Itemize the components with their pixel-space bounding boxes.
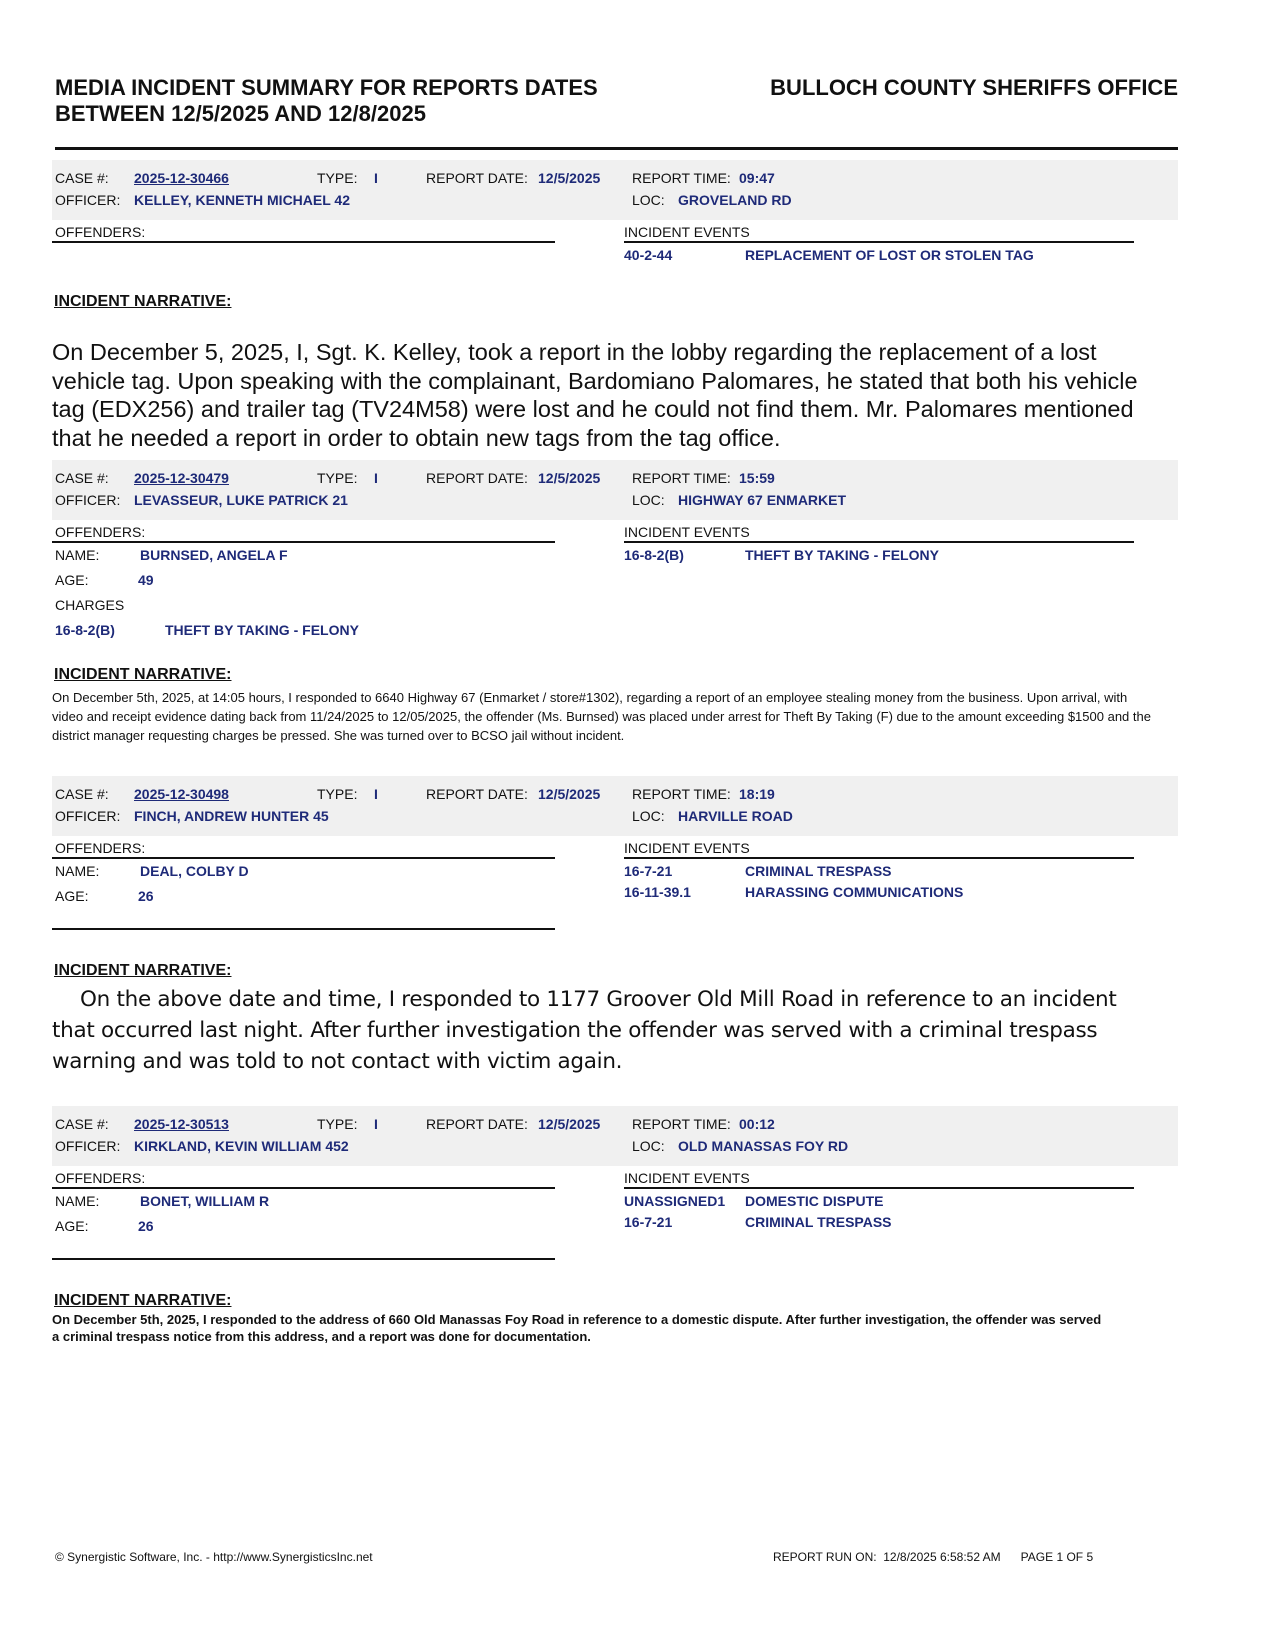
event-description: REPLACEMENT OF LOST OR STOLEN TAG <box>745 247 1034 263</box>
type-label: TYPE: <box>317 170 358 186</box>
offender-name-label: NAME: <box>55 863 100 879</box>
offender-name-value: BURNSED, ANGELA F <box>140 547 288 563</box>
report-time-label: REPORT TIME: <box>632 786 731 802</box>
offenders-label: OFFENDERS: <box>55 524 146 540</box>
type-label: TYPE: <box>317 470 358 486</box>
report-time-value: 15:59 <box>739 470 775 486</box>
case-number-label: CASE #: <box>55 786 109 802</box>
narrative-title: INCIDENT NARRATIVE: <box>54 962 232 979</box>
incident-events-label: INCIDENT EVENTS <box>624 524 750 540</box>
case-info-band <box>52 160 1178 220</box>
incident-events-divider <box>624 857 1134 859</box>
location-label: LOC: <box>632 1138 665 1154</box>
location-value: HARVILLE ROAD <box>678 808 793 824</box>
officer-value: KIRKLAND, KEVIN WILLIAM 452 <box>134 1138 349 1154</box>
case-number-link[interactable]: 2025-12-30479 <box>134 470 229 486</box>
type-label: TYPE: <box>317 1116 358 1132</box>
case-number-label: CASE #: <box>55 470 109 486</box>
location-value: GROVELAND RD <box>678 192 792 208</box>
report-time-label: REPORT TIME: <box>632 470 731 486</box>
case-number-link[interactable]: 2025-12-30498 <box>134 786 229 802</box>
report-date-label: REPORT DATE: <box>426 1116 528 1132</box>
narrative-text: On the above date and time, I responded to 1177 Groover Old Mill Road in reference to an incident that occurred last night. After further investigation the offender was served with a criminal trespass warning and was told to not contact with victim again. <box>52 987 1117 1074</box>
case-number-label: CASE #: <box>55 1116 109 1132</box>
event-code: 40-2-44 <box>624 247 673 263</box>
event-code: 16-8-2(B) <box>624 547 684 563</box>
narrative-text: On December 5th, 2025, at 14:05 hours, I responded to 6640 Highway 67 (Enmarket / store#1302), regarding a report of an employee stealing money from the business. Upon arrival, with video and receipt evidence dating back from 11/24/2025 to 12/05/2025, the offender (Ms. Burnsed) was placed under arrest for Theft By Taking (F) due to the amount exceeding $1500 and the district manager requesting charges be pressed. She was turned over to BCSO jail without incident. <box>52 690 1151 743</box>
officer-label: OFFICER: <box>55 1138 121 1154</box>
officer-value: KELLEY, KENNETH MICHAEL 42 <box>134 192 350 208</box>
type-label: TYPE: <box>317 786 358 802</box>
event-code: 16-11-39.1 <box>624 884 691 900</box>
offender-name-label: NAME: <box>55 1193 100 1209</box>
header-divider <box>55 147 1178 150</box>
event-description: THEFT BY TAKING - FELONY <box>745 547 939 563</box>
agency-name: BULLOCH COUNTY SHERIFFS OFFICE <box>770 75 1178 100</box>
narrative-title: INCIDENT NARRATIVE: <box>54 1292 232 1309</box>
offenders-divider <box>52 241 555 243</box>
type-value: I <box>374 470 378 486</box>
event-description: HARASSING COMMUNICATIONS <box>745 884 964 900</box>
narrative-text: On December 5, 2025, I, Sgt. K. Kelley, took a report in the lobby regarding the replacement of a lost vehicle tag. Upon speaking with the complainant, Bardomiano Palomares, he stated that both his vehicle tag (EDX256) and trailer tag (TV24M58) were lost and he could not find them. Mr. Palomares mentioned that he needed a report in order to obtain new tags from the tag office. <box>52 339 1138 451</box>
location-value: OLD MANASSAS FOY RD <box>678 1138 849 1154</box>
report-date-value: 12/5/2025 <box>538 786 601 802</box>
report-time-value: 18:19 <box>739 786 775 802</box>
narrative-text: On December 5th, 2025, I responded to the address of 660 Old Manassas Foy Road in reference to a domestic dispute. After further investigation, the offender was served a criminal trespass notice from this address, and a report was done for documentation. <box>52 1312 1102 1344</box>
report-date-value: 12/5/2025 <box>538 1116 601 1132</box>
offenders-divider <box>52 857 555 859</box>
report-date-value: 12/5/2025 <box>538 170 601 186</box>
offender-age-value: 26 <box>138 1218 154 1234</box>
charge-description: THEFT BY TAKING - FELONY <box>165 622 359 638</box>
officer-value: LEVASSEUR, LUKE PATRICK 21 <box>134 492 348 508</box>
offenders-divider <box>52 541 555 543</box>
location-label: LOC: <box>632 808 665 824</box>
offender-age-value: 26 <box>138 888 154 904</box>
report-time-value: 00:12 <box>739 1116 775 1132</box>
offender-age-value: 49 <box>138 572 154 588</box>
case-number-link[interactable]: 2025-12-30466 <box>134 170 229 186</box>
location-label: LOC: <box>632 192 665 208</box>
location-label: LOC: <box>632 492 665 508</box>
case-number-label: CASE #: <box>55 170 109 186</box>
incident-events-divider <box>624 541 1134 543</box>
report-time-label: REPORT TIME: <box>632 170 731 186</box>
type-value: I <box>374 1116 378 1132</box>
offenders-label: OFFENDERS: <box>55 840 146 856</box>
report-date-label: REPORT DATE: <box>426 470 528 486</box>
incident-events-divider <box>624 1187 1134 1189</box>
case-info-band <box>52 460 1178 520</box>
offender-name-value: BONET, WILLIAM R <box>140 1193 270 1209</box>
offenders-label: OFFENDERS: <box>55 1170 146 1186</box>
report-title: MEDIA INCIDENT SUMMARY FOR REPORTS DATES BETWEEN 12/5/2025 AND 12/8/2025 <box>55 75 598 126</box>
officer-value: FINCH, ANDREW HUNTER 45 <box>134 808 329 824</box>
offender-age-label: AGE: <box>55 888 89 904</box>
incident-events-divider <box>624 241 1134 243</box>
case-number-link[interactable]: 2025-12-30513 <box>134 1116 229 1132</box>
report-date-value: 12/5/2025 <box>538 470 601 486</box>
offender-name-label: NAME: <box>55 547 100 563</box>
offenders-end-divider <box>52 928 555 930</box>
report-time-label: REPORT TIME: <box>632 1116 731 1132</box>
event-description: CRIMINAL TRESPASS <box>745 1214 892 1230</box>
event-code: 16-7-21 <box>624 1214 673 1230</box>
charges-label: CHARGES <box>55 597 125 613</box>
event-code: 16-7-21 <box>624 863 673 879</box>
type-value: I <box>374 786 378 802</box>
footer-copyright: © Synergistic Software, Inc. - http://www.SynergisticsInc.net <box>55 1550 373 1564</box>
offender-age-label: AGE: <box>55 572 89 588</box>
report-date-label: REPORT DATE: <box>426 170 528 186</box>
event-description: DOMESTIC DISPUTE <box>745 1193 884 1209</box>
narrative-title: INCIDENT NARRATIVE: <box>54 293 232 310</box>
narrative-title: INCIDENT NARRATIVE: <box>54 666 232 683</box>
case-info-band <box>52 1106 1178 1166</box>
offender-age-label: AGE: <box>55 1218 89 1234</box>
officer-label: OFFICER: <box>55 808 121 824</box>
event-description: CRIMINAL TRESPASS <box>745 863 892 879</box>
incident-events-label: INCIDENT EVENTS <box>624 1170 750 1186</box>
report-date-label: REPORT DATE: <box>426 786 528 802</box>
officer-label: OFFICER: <box>55 492 121 508</box>
offenders-label: OFFENDERS: <box>55 224 146 240</box>
footer-run-info: REPORT RUN ON: 12/8/2025 6:58:52 AM PAGE 1 OF 5 <box>773 1550 1094 1564</box>
report-time-value: 09:47 <box>739 170 775 186</box>
location-value: HIGHWAY 67 ENMARKET <box>678 492 847 508</box>
officer-label: OFFICER: <box>55 192 121 208</box>
offenders-end-divider <box>52 1258 555 1260</box>
case-info-band <box>52 776 1178 836</box>
type-value: I <box>374 170 378 186</box>
event-code: UNASSIGNED1 <box>624 1193 726 1209</box>
offenders-divider <box>52 1187 555 1189</box>
charge-code: 16-8-2(B) <box>55 622 115 638</box>
offender-name-value: DEAL, COLBY D <box>140 863 249 879</box>
incident-events-label: INCIDENT EVENTS <box>624 224 750 240</box>
incident-events-label: INCIDENT EVENTS <box>624 840 750 856</box>
